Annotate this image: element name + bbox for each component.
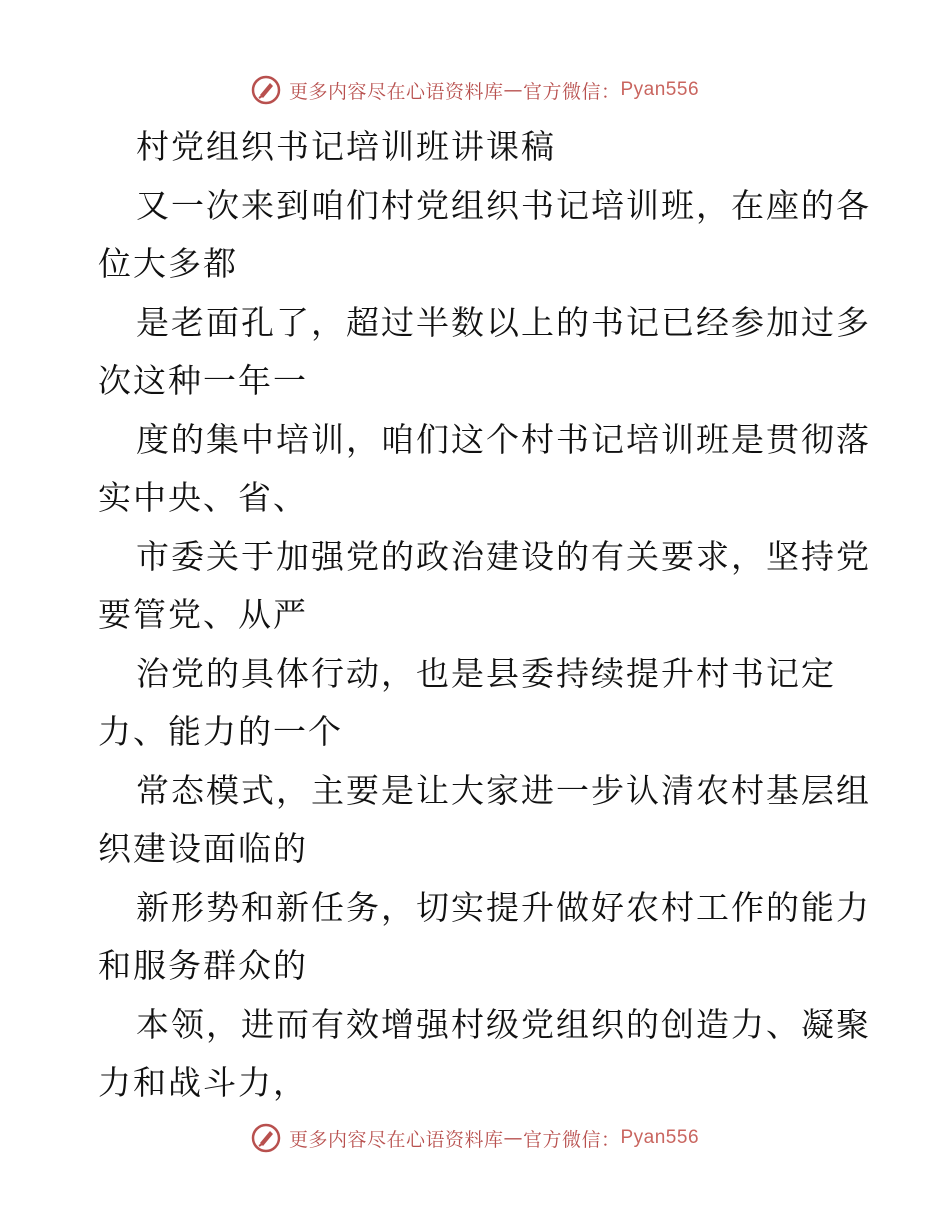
watermark-main-text: 更多内容尽在心语资料库 bbox=[288, 80, 504, 103]
watermark-dash: — bbox=[503, 79, 523, 101]
text-line: 力和战斗力， bbox=[98, 1063, 308, 1102]
brand-logo-icon bbox=[251, 1123, 281, 1153]
text-line: 治党的具体行动，也是县委持续提升村书记定 bbox=[136, 653, 836, 693]
text-line: 位大多都 bbox=[98, 244, 238, 283]
watermark-wechat-label: 官方微信： bbox=[522, 1128, 621, 1151]
brand-logo-icon bbox=[251, 75, 281, 105]
watermark-dash: — bbox=[503, 1127, 523, 1149]
text-line: 本领，进而有效增强村级党组织的创造力、凝聚 bbox=[136, 1004, 871, 1044]
text-line: 又一次来到咱们村党组织书记培训班，在座的各 bbox=[136, 185, 871, 225]
text-line: 常态模式，主要是让大家进一步认清农村基层组 bbox=[136, 770, 871, 810]
text-line: 新形势和新任务，切实提升做好农村工作的能力 bbox=[136, 887, 871, 927]
text-line: 实中央、省、 bbox=[98, 478, 308, 517]
text-line: 和服务群众的 bbox=[98, 946, 308, 985]
header-watermark bbox=[0, 70, 950, 110]
text-line: 力、能力的一个 bbox=[98, 712, 343, 751]
text-line: 织建设面临的 bbox=[98, 829, 308, 868]
footer-watermark bbox=[0, 1118, 950, 1158]
watermark-wechat-id: Pyan556 bbox=[620, 1127, 700, 1148]
document-body bbox=[98, 118, 871, 1113]
watermark-wechat-id: Pyan556 bbox=[620, 79, 700, 100]
text-line: 度的集中培训，咱们这个村书记培训班是贯彻落 bbox=[136, 419, 871, 459]
text-line: 是老面孔了，超过半数以上的书记已经参加过多 bbox=[136, 302, 871, 342]
text-line: 村党组织书记培训班讲课稿 bbox=[136, 127, 556, 166]
text-line: 市委关于加强党的政治建设的有关要求，坚持党 bbox=[136, 536, 871, 576]
watermark-main-text: 更多内容尽在心语资料库 bbox=[288, 1128, 504, 1151]
watermark-wechat-label: 官方微信： bbox=[522, 80, 621, 103]
text-line: 次这种一年一 bbox=[98, 361, 308, 400]
text-line: 要管党、从严 bbox=[98, 595, 308, 634]
